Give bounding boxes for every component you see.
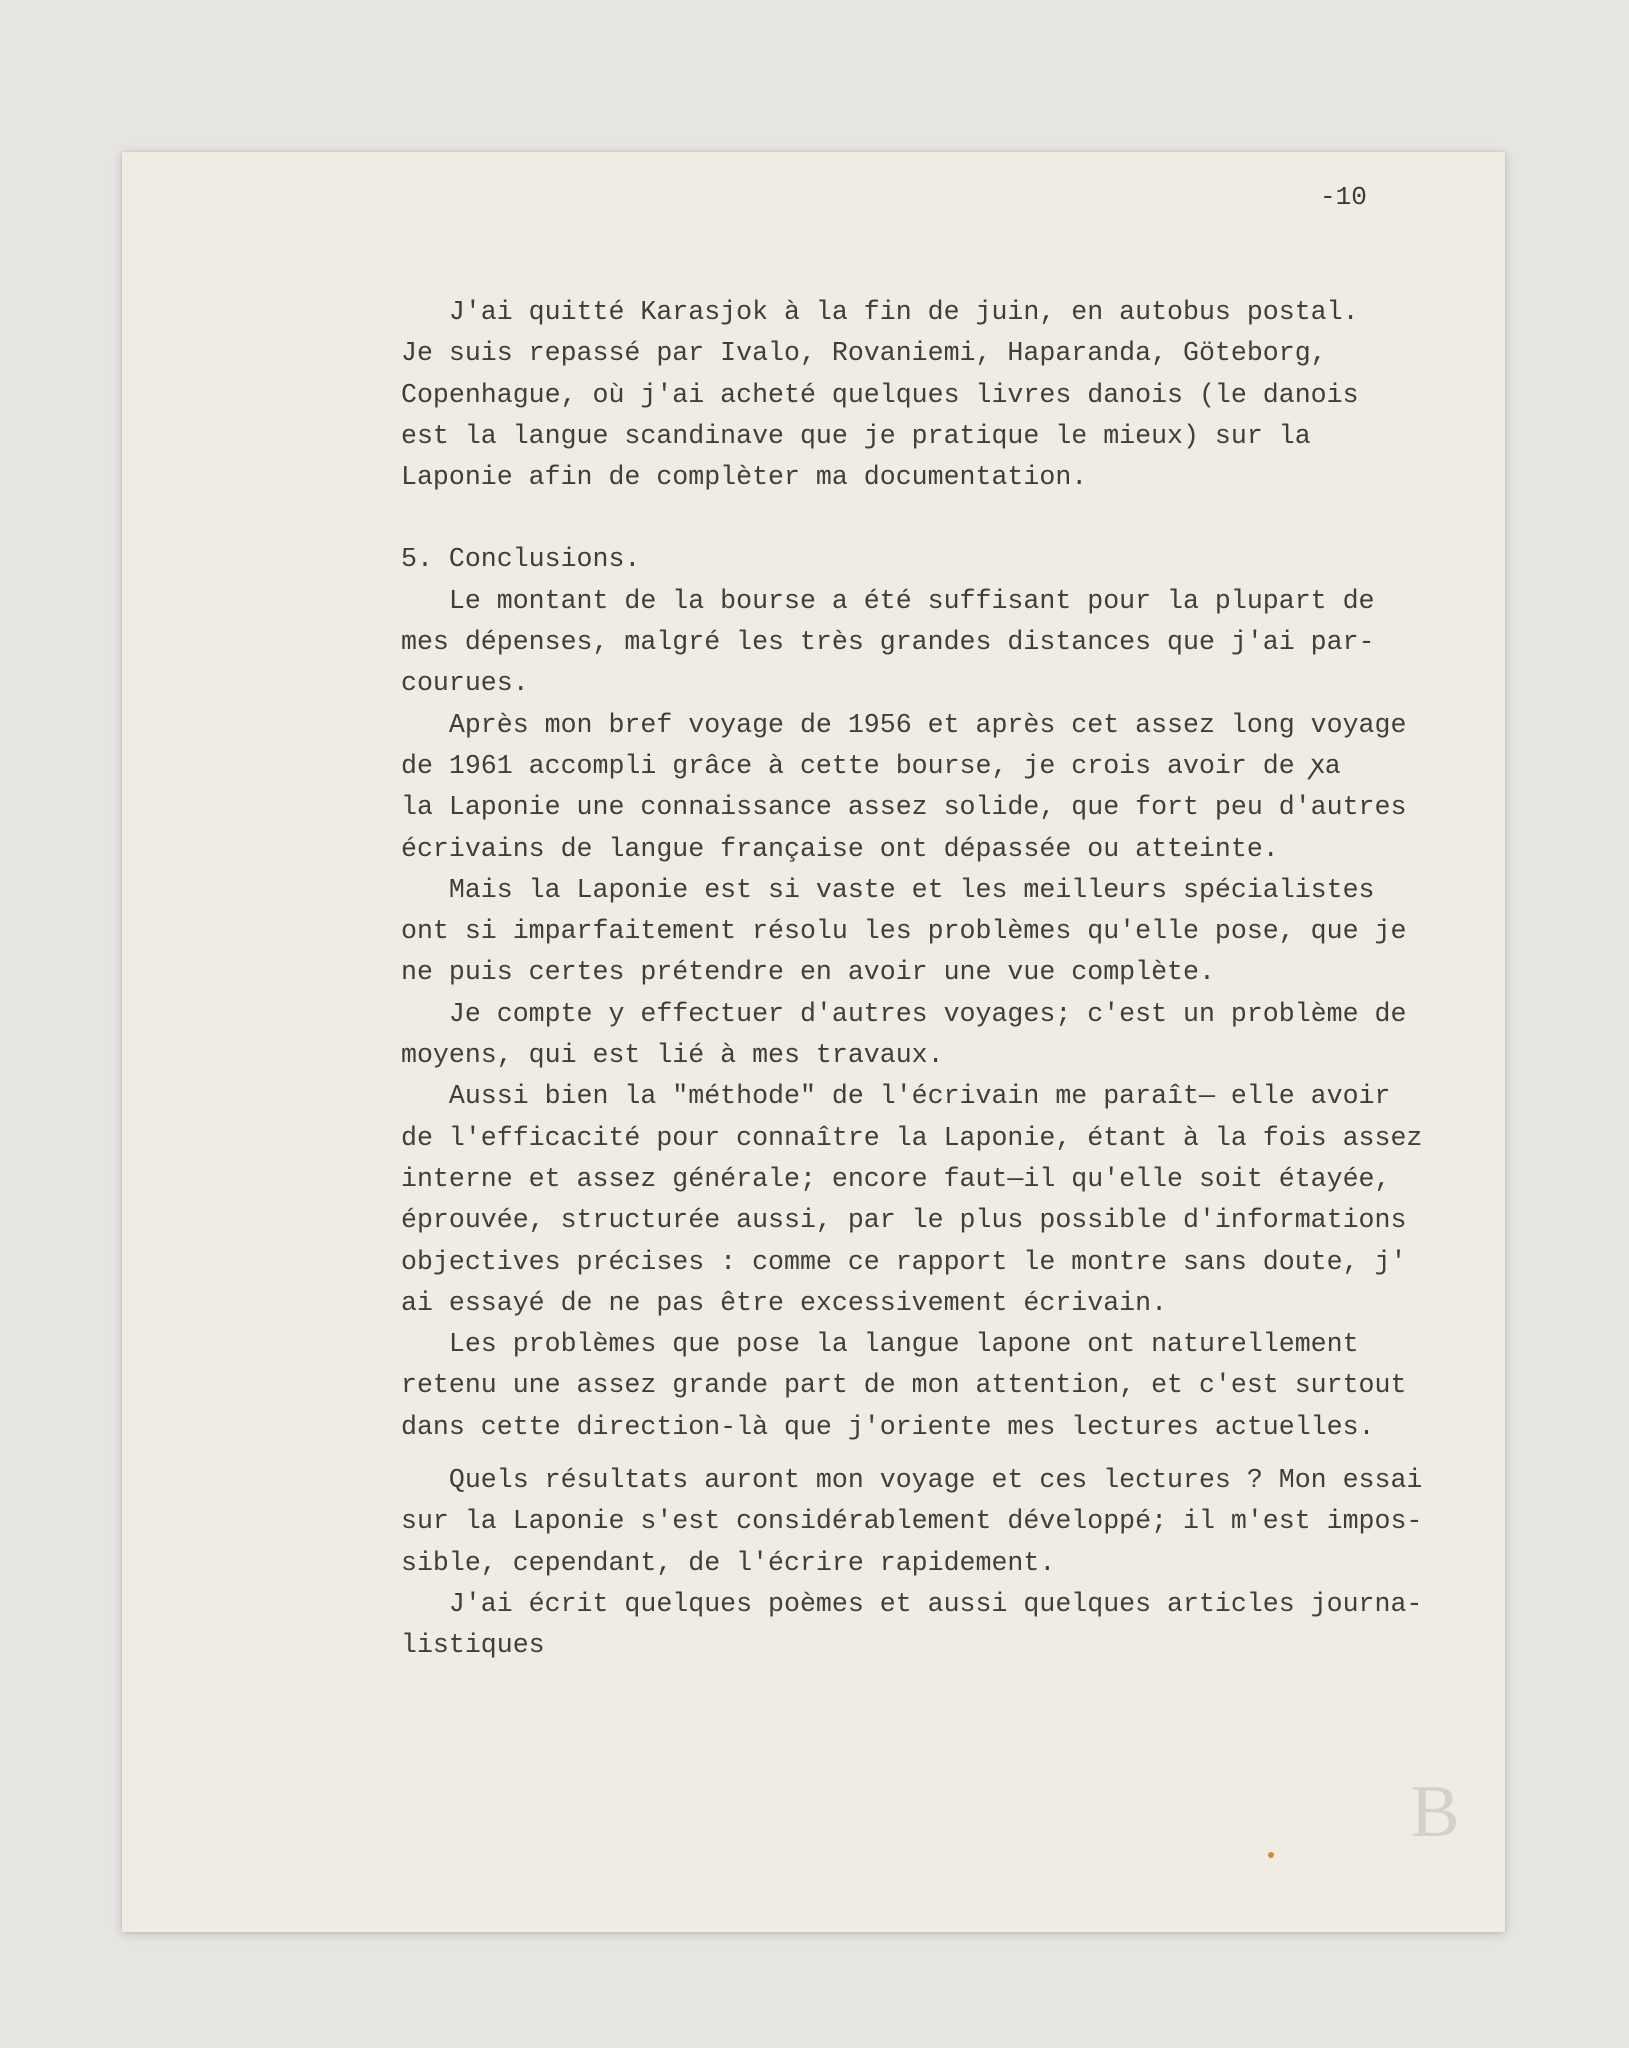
text-line: sible, cependant, de l'écrire rapidement. [401,1547,1056,1578]
text-line: dans cette direction-là que j'oriente mes lectures actuelles. [401,1411,1375,1442]
text-line: Les problèmes que pose la langue lapone ont naturellement [401,1329,1359,1360]
text-line: moyens, qui est lié à mes travaux. [401,1040,944,1071]
text-line: J'ai quitté Karasjok à la fin de juin, en autobus postal. [401,297,1359,327]
text-line: courues. [401,668,529,699]
text-line: est la langue scandinave que je pratique le mieux) sur la [401,420,1311,451]
paper-speck [1268,1852,1274,1858]
text-line: Le montant de la bourse a été suffisant pour la plupart de [401,585,1375,616]
text-line: interne et assez générale; encore faut—il qu'elle soit étayée, [401,1163,1391,1194]
paragraph-gap [401,1448,1501,1460]
section-heading: 5. Conclusions. [401,544,641,575]
text-line: mes dépenses, malgré les très grandes distances que j'ai par- [401,627,1375,658]
text-line: Je compte y effectuer d'autres voyages; c'est un problème de [401,998,1407,1029]
text-line: J'ai écrit quelques poèmes et aussi quelques articles journa- [401,1588,1423,1619]
typewritten-text [401,292,1501,1667]
text-line: de 1961 accompli grâce à cette bourse, je crois avoir de ꭗa [401,750,1341,781]
text-line: ne puis certes prétendre en avoir une vue complète. [401,957,1215,988]
text-line: Après mon bref voyage de 1956 et après cet assez long voyage [401,709,1407,740]
text-line: Copenhague, où j'ai acheté quelques livres danois (le danois [401,379,1359,410]
text-line: sur la Laponie s'est considérablement développé; il m'est impos- [401,1506,1423,1537]
paragraph-gap [401,498,1501,539]
text-line: éprouvée, structurée aussi, par le plus possible d'informations [401,1205,1407,1236]
text-line: de l'efficacité pour connaître la Laponie, étant à la fois assez [401,1122,1423,1153]
text-line: ont si imparfaitement résolu les problèmes qu'elle pose, que je [401,916,1407,947]
text-line: retenu une assez grande part de mon attention, et c'est surtout [401,1370,1407,1401]
text-line: la Laponie une connaissance assez solide, que fort peu d'autres [401,792,1407,823]
text-line: Mais la Laponie est si vaste et les meilleurs spécialistes [401,874,1375,905]
page-number: -10 [1320,182,1367,212]
text-line: Aussi bien la "méthode" de l'écrivain me paraît— elle avoir [401,1081,1391,1112]
text-line: ai essayé de ne pas être excessivement écrivain. [401,1287,1168,1318]
faint-stamp-mark: B [1410,1771,1460,1853]
text-line: Je suis repassé par Ivalo, Rovaniemi, Haparanda, Göteborg, [401,338,1327,369]
text-line: Laponie afin de complèter ma documentation. [401,462,1088,493]
text-line: listiques [401,1630,545,1661]
text-line: écrivains de langue française ont dépassée ou atteinte. [401,833,1279,864]
text-line: objectives précises : comme ce rapport le montre sans doute, j' [401,1246,1407,1277]
text-line: Quels résultats auront mon voyage et ces lectures ? Mon essai [401,1465,1423,1496]
